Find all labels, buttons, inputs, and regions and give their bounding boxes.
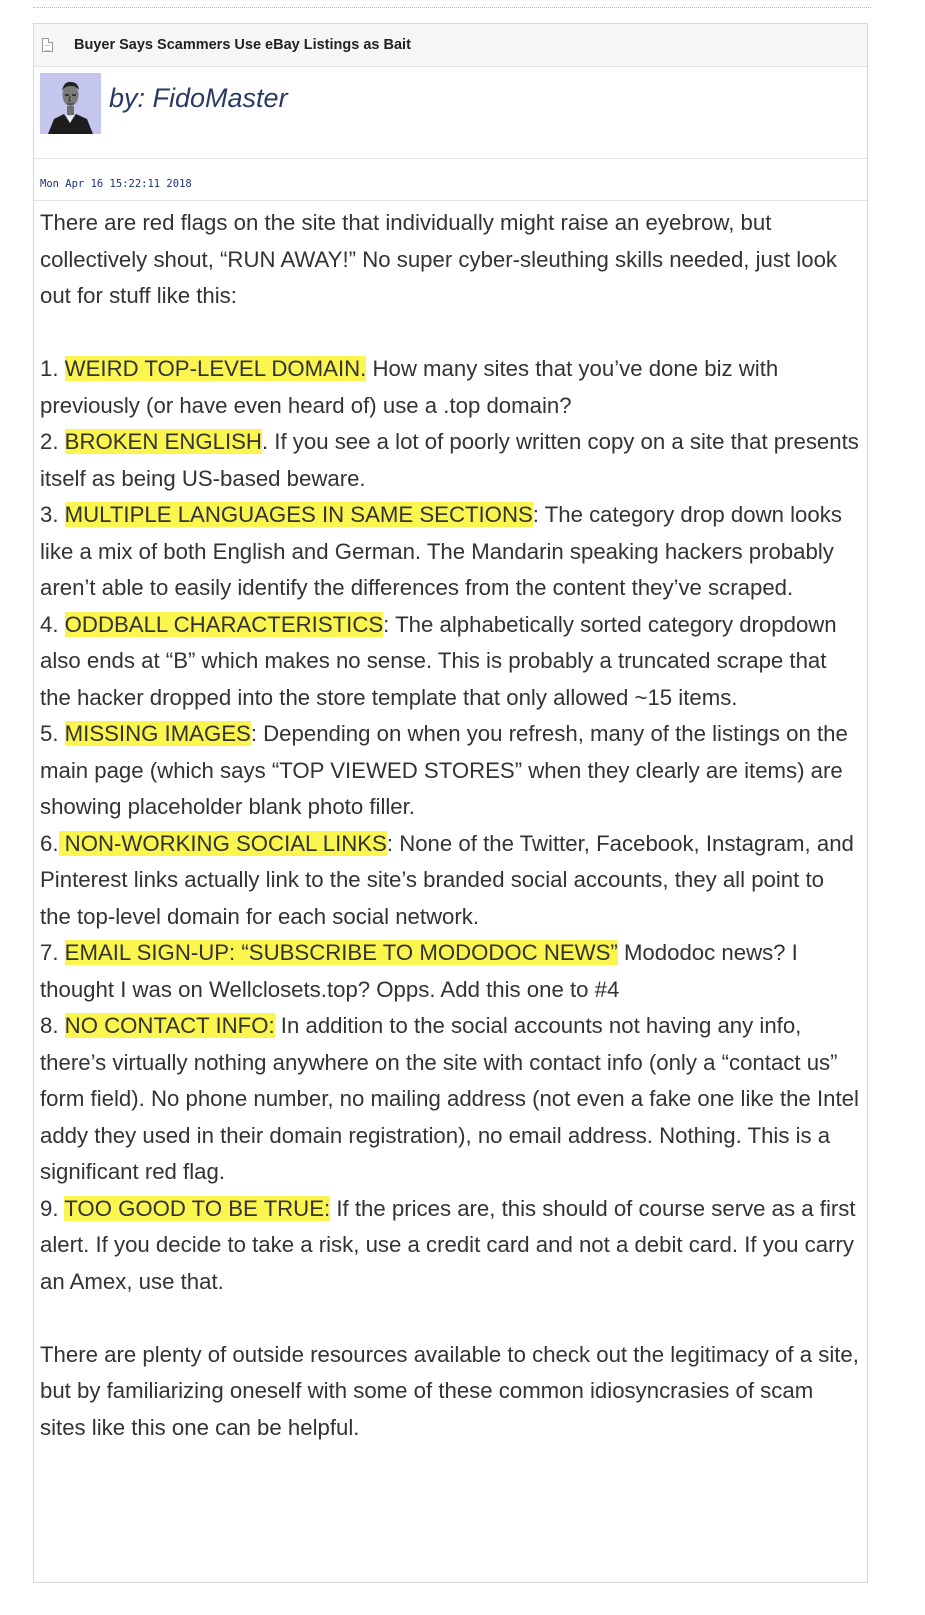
highlighted-heading: NON-WORKING SOCIAL LINKS <box>58 830 387 856</box>
item-text: : The category drop down looks like a mix of both English and German. The Mandarin speaking hackers probably aren’t able to easily identify the differences from the content they’ve scraped. <box>40 502 842 600</box>
highlighted-heading: MULTIPLE LANGUAGES IN SAME SECTIONS <box>64 502 533 527</box>
list-item-9 <box>40 1191 860 1301</box>
item-text: : The alphabetically sorted category dropdown also ends at “B” which makes no sense. This is probably a truncated scrape that the hacker dropped into the store template that only allowed ~15 items. <box>40 611 837 710</box>
highlighted-heading: WEIRD TOP-LEVEL DOMAIN. <box>64 356 367 381</box>
post-date-row <box>34 159 867 201</box>
item-number: 7. <box>40 940 65 965</box>
item-number: 4. <box>40 611 65 637</box>
post-body <box>34 201 860 1446</box>
list-item-2 <box>40 424 860 497</box>
top-divider <box>33 7 871 8</box>
highlighted-heading: ODDBALL CHARACTERISTICS <box>64 611 384 637</box>
item-number: 3. <box>40 502 65 527</box>
item-number: 6. <box>40 830 59 856</box>
list-item-6 <box>40 826 860 936</box>
outro-paragraph: There are plenty of outside resources available to check out the legitimacy of a site, but by familiarizing oneself with some of these common idiosyncrasies of scam sites like this one can be helpful. <box>40 1341 859 1440</box>
item-text: : Depending on when you refresh, many of the listings on the main page (which says “TOP VIEWED STORES” when they clearly are items) are showing placeholder blank photo filler. <box>40 721 848 819</box>
item-text: Mododoc news? I thought I was on Wellclosets.top? Opps. Add this one to #4 <box>40 940 798 1002</box>
list-item-8 <box>40 1008 860 1191</box>
item-number: 8. <box>40 1013 65 1038</box>
highlighted-heading: BROKEN ENGLISH <box>64 429 262 454</box>
item-number: 2. <box>40 429 65 454</box>
post-title-bar <box>34 24 867 67</box>
highlighted-heading: MISSING IMAGES <box>64 721 251 746</box>
item-text: How many sites that you’ve done biz with previously (or have even heard of) use a .top domain? <box>40 356 779 418</box>
highlighted-heading: NO CONTACT INFO: <box>64 1013 275 1038</box>
intro-paragraph: There are red flags on the site that individually might raise an eyebrow, but collectively shout, “RUN AWAY!” No super cyber-sleuthing skills needed, just look out for stuff like this: <box>40 210 838 308</box>
item-number: 5. <box>40 721 65 746</box>
item-text: : None of the Twitter, Facebook, Instagram, and Pinterest links actually link to the site’s branded social accounts, they all point to the top-level domain for each social network. <box>40 830 854 929</box>
item-number: 9. <box>40 1195 65 1221</box>
item-text: If the prices are, this should of course serve as a first alert. If you decide to take a risk, use a credit card and not a debit card. If you carry an Amex, use that. <box>40 1195 856 1294</box>
document-icon <box>42 38 53 52</box>
author-name[interactable]: by: FidoMaster <box>109 83 288 113</box>
list-item-5 <box>40 716 860 826</box>
author-row <box>34 67 867 159</box>
item-text: . If you see a lot of poorly written copy on a site that presents itself as being US-based beware. <box>40 429 859 491</box>
item-text: In addition to the social accounts not having any info, there’s virtually nothing anywhere on the site with contact info (only a “contact us” form field). No phone number, no mailing address (not even a fake one like the Intel addy they used in their domain registration), no email address. Nothing. This is a significant red flag. <box>40 1013 859 1184</box>
list-item-7 <box>40 935 860 1008</box>
highlighted-heading: TOO GOOD TO BE TRUE: <box>64 1195 331 1221</box>
post-date: Mon Apr 16 15:22:11 2018 <box>40 177 192 190</box>
list-item-4 <box>40 607 860 717</box>
list-item-3 <box>40 497 860 607</box>
post-card <box>33 23 868 1583</box>
highlighted-heading: EMAIL SIGN-UP: “SUBSCRIBE TO MODODOC NEWS” <box>64 940 618 965</box>
item-number: 1. <box>40 356 65 381</box>
avatar[interactable] <box>40 73 101 134</box>
list-item-1 <box>40 351 860 424</box>
post-title[interactable]: Buyer Says Scammers Use eBay Listings as Bait <box>74 37 411 53</box>
